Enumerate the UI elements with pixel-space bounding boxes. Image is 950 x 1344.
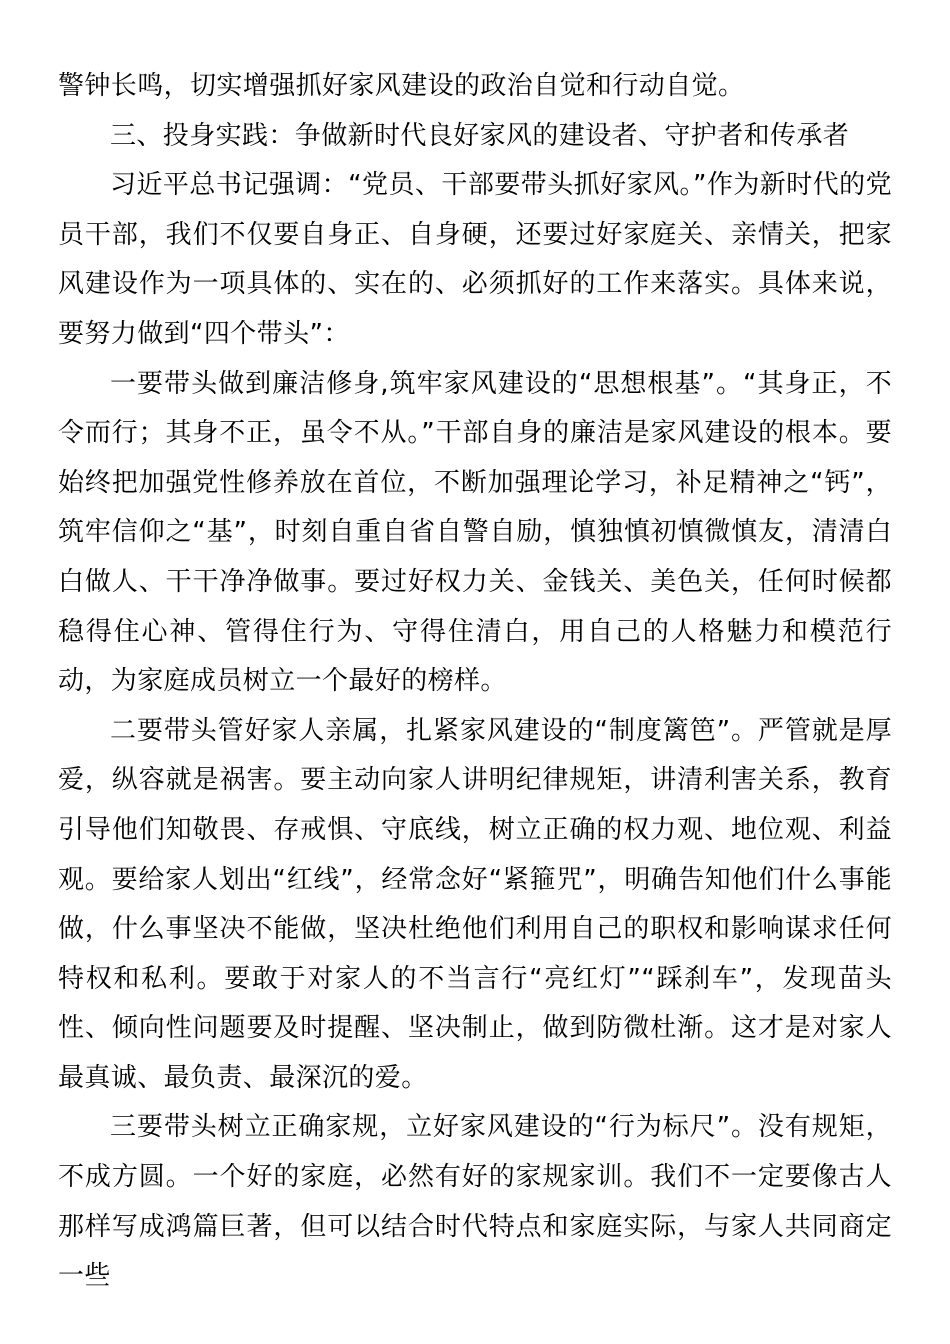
paragraph: 二要带头管好家人亲属，扎紧家风建设的“制度篱笆”。严管就是厚爱，纵容就是祸害。要主动向家人讲明纪律规矩，讲清利害关系，教育引导他们知敬畏、存戒惧、守底线，树立正确的权力观、地位观、利益观。要给家人划出“红线”，经常念好“紧箍咒”，明确告知他们什么事能做，什么事坚决不能做，坚决杜绝他们利用自己的职权和影响谋求任何特权和私利。要敢于对家人的不当言行“亮红灯”“踩刹车”，发现苗头性、倾向性问题要及时提醒、坚决制止，做到防微杜渐。这才是对家人最真诚、最负责、最深沉的爱。 [58,715,892,1093]
section-heading: 三、投身实践：争做新时代良好家风的建设者、守护者和传承者 [110,120,850,151]
paragraph-continuation: 警钟长鸣，切实增强抓好家风建设的政治自觉和行动自觉。 [58,71,745,101]
document-body [58,62,892,1302]
paragraph: 习近平总书记强调：“党员、干部要带头抓好家风。”作为新时代的党员干部，我们不仅要自身正、自身硬，还要过好家庭关、亲情关，把家风建设作为一项具体的、实在的、必须抓好的工作来落实。具体来说，要努力做到“四个带头”： [58,170,892,349]
paragraph: 一要带头做到廉洁修身,筑牢家风建设的“思想根基”。“其身正，不令而行；其身不正，虽令不从。”干部自身的廉洁是家风建设的根本。要始终把加强党性修养放在首位，不断加强理论学习，补足精神之“钙”，筑牢信仰之“基”，时刻自重自省自警自励，慎独慎初慎微慎友，清清白白做人、干干净净做事。要过好权力关、金钱关、美色关，任何时候都稳得住心神、管得住行为、守得住清白，用自己的人格魅力和模范行动，为家庭成员树立一个最好的榜样。 [58,368,892,697]
paragraph: 三要带头树立正确家规，立好家风建设的“行为标尺”。没有规矩，不成方圆。一个好的家庭，必然有好的家规家训。我们不一定要像古人那样写成鸿篇巨著，但可以结合时代特点和家庭实际，与家人共同商定一些 [58,1112,892,1292]
